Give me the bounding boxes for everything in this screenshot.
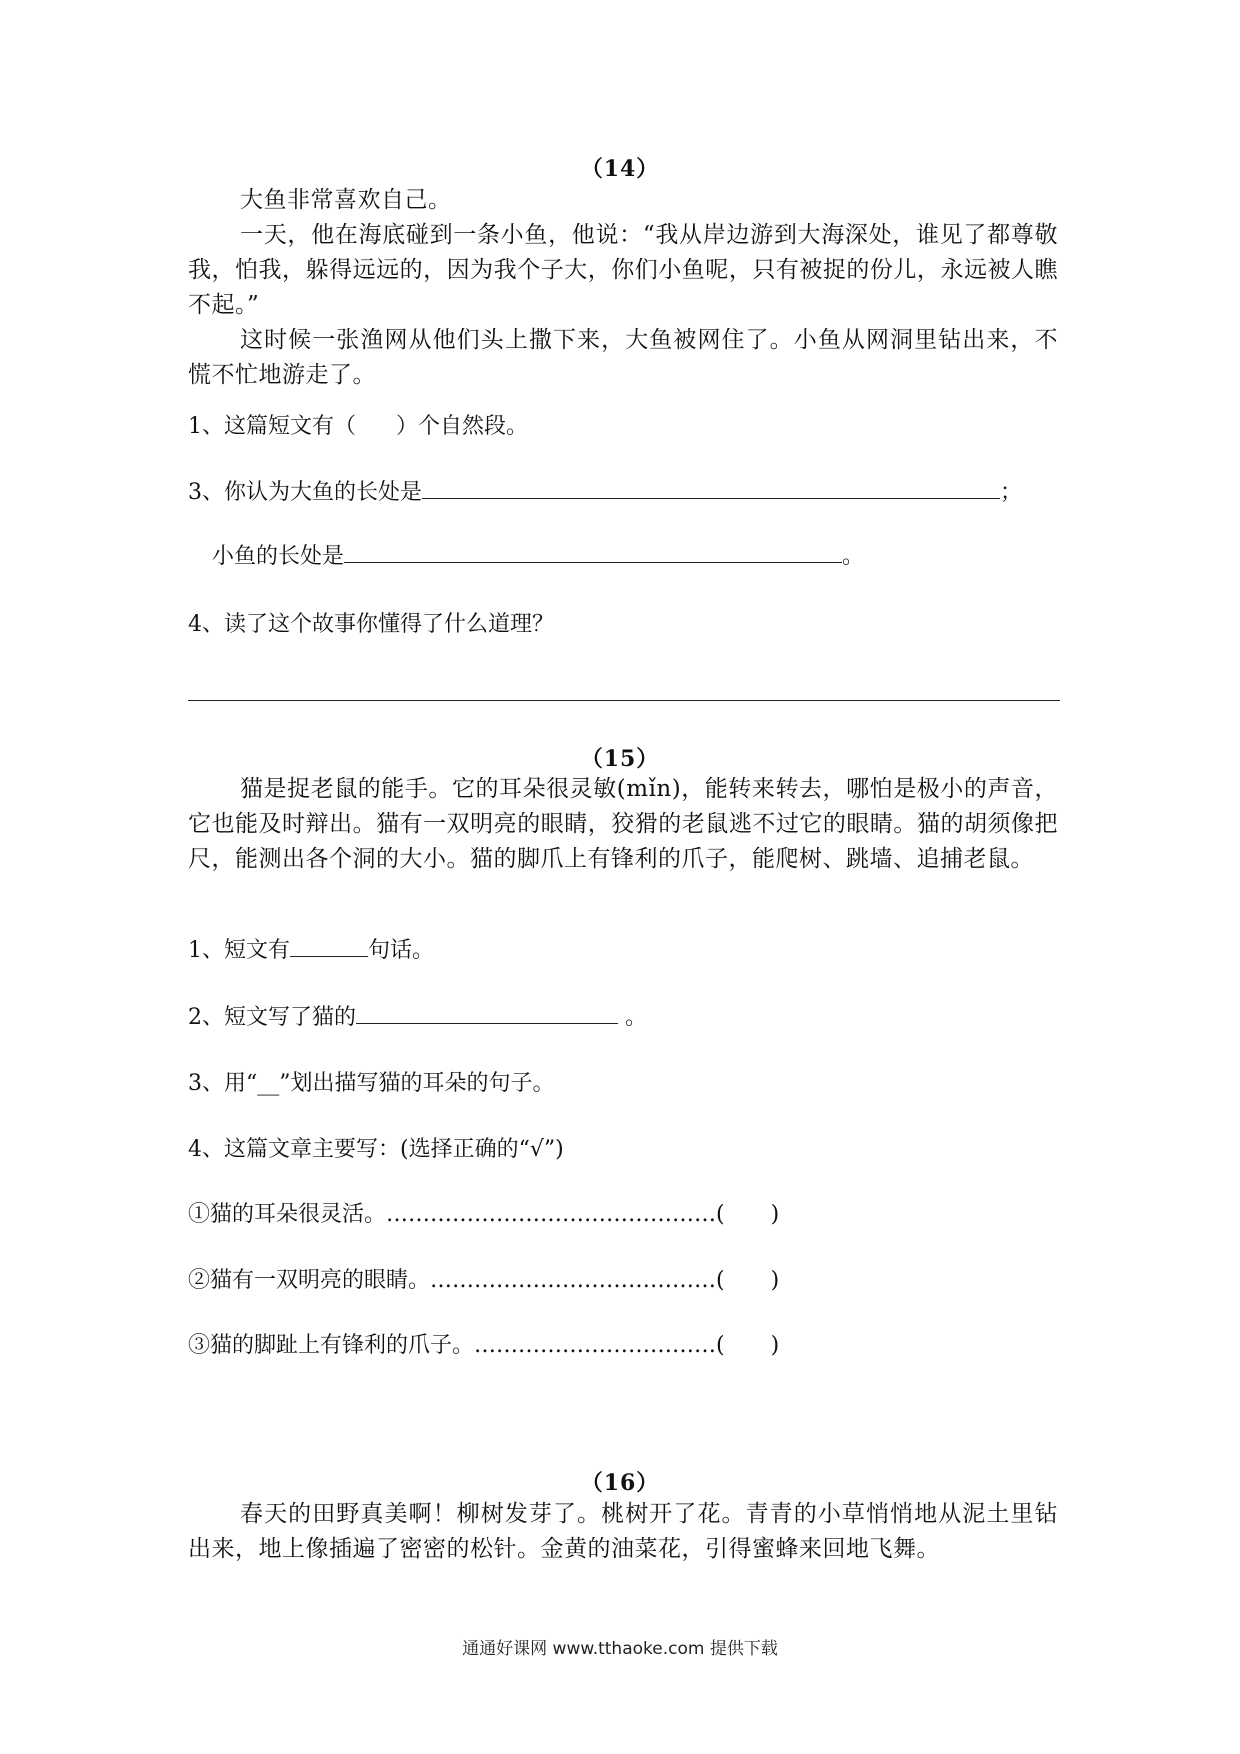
section-15-question-3: 3、用“__”划出描写猫的耳朵的句子。 [188,1071,555,1096]
answer-blank[interactable] [422,478,1000,499]
question-punct: 。 [618,1005,647,1030]
section-14-question-3b [212,542,864,572]
option-close: ) [770,1202,780,1227]
page-footer: 通通好课网 www.tthaoke.com 提供下载 [462,1639,778,1659]
answer-blank[interactable] [290,936,368,957]
section-14-title: （14） [580,156,660,182]
section-14-question-3 [188,478,1022,508]
answer-blank[interactable] [344,542,842,563]
section-15-question-4: 4、这篇文章主要写：(选择正确的“√”) [188,1137,564,1162]
section-14-question-1 [188,412,528,442]
section-16-paragraph-1: 春天的田野真美啊！柳树发芽了。桃树开了花。青青的小草悄悄地从泥土里钻出来，地上像插遍了密密的松针。金黄的油菜花，引得蜜蜂来回地飞舞。 [188,1501,1058,1562]
section-15-question-1 [188,936,434,966]
question-text: 1、这篇短文有（ [188,414,356,439]
section-15-question-2 [188,1003,647,1033]
section-14-paragraph-3: 这时候一张渔网从他们头上撒下来，大鱼被网住了。小鱼从网洞里钻出来，不慌不忙地游走了。 [188,327,1058,388]
question-text: ）个自然段。 [396,414,529,439]
section-16-title: （16） [580,1470,660,1496]
option-close: ) [770,1268,780,1293]
answer-blank[interactable] [356,1003,618,1024]
option-close: ) [770,1333,780,1358]
section-15-paragraph-1: 猫是捉老鼠的能手。它的耳朵很灵敏(mǐn)，能转来转去，哪怕是极小的声音，它也能及时辩出。猫有一双明亮的眼睛，狡猾的老鼠逃不过它的眼睛。猫的胡须像把尺，能测出各个洞的大小。猫的脚爪上有锋利的爪子，能爬树、跳墙、追捕老鼠。 [188,776,1058,872]
option-text: ①猫的耳朵很灵活。………………………………………( [188,1202,725,1227]
question-punct: ； [1000,480,1023,505]
option-3 [188,1331,779,1361]
question-text: 2、短文写了猫的 [188,1005,356,1030]
section-15-title: （15） [580,746,660,772]
question-text: 小鱼的长处是 [212,544,345,569]
answer-line[interactable] [188,700,1060,701]
question-text: 句话。 [368,938,435,963]
section-14-paragraph-2: 一天，他在海底碰到一条小鱼，他说：“我从岸边游到大海深处，谁见了都尊敬我，怕我，躲得远远的，因为我个子大，你们小鱼呢，只有被捉的份儿，永远被人瞧不起。” [188,222,1058,318]
option-text: ③猫的脚趾上有锋利的爪子。……………………………( [188,1333,725,1358]
section-14-paragraph-1: 大鱼非常喜欢自己。 [240,187,452,213]
option-1 [188,1200,779,1230]
question-punct: 。 [842,544,865,569]
section-14-question-4: 4、读了这个故事你懂得了什么道理？ [188,612,554,637]
question-text: 1、短文有 [188,938,290,963]
option-2 [188,1266,779,1296]
option-text: ②猫有一双明亮的眼睛。…………………………………( [188,1268,725,1293]
question-text: 3、你认为大鱼的长处是 [188,480,422,505]
